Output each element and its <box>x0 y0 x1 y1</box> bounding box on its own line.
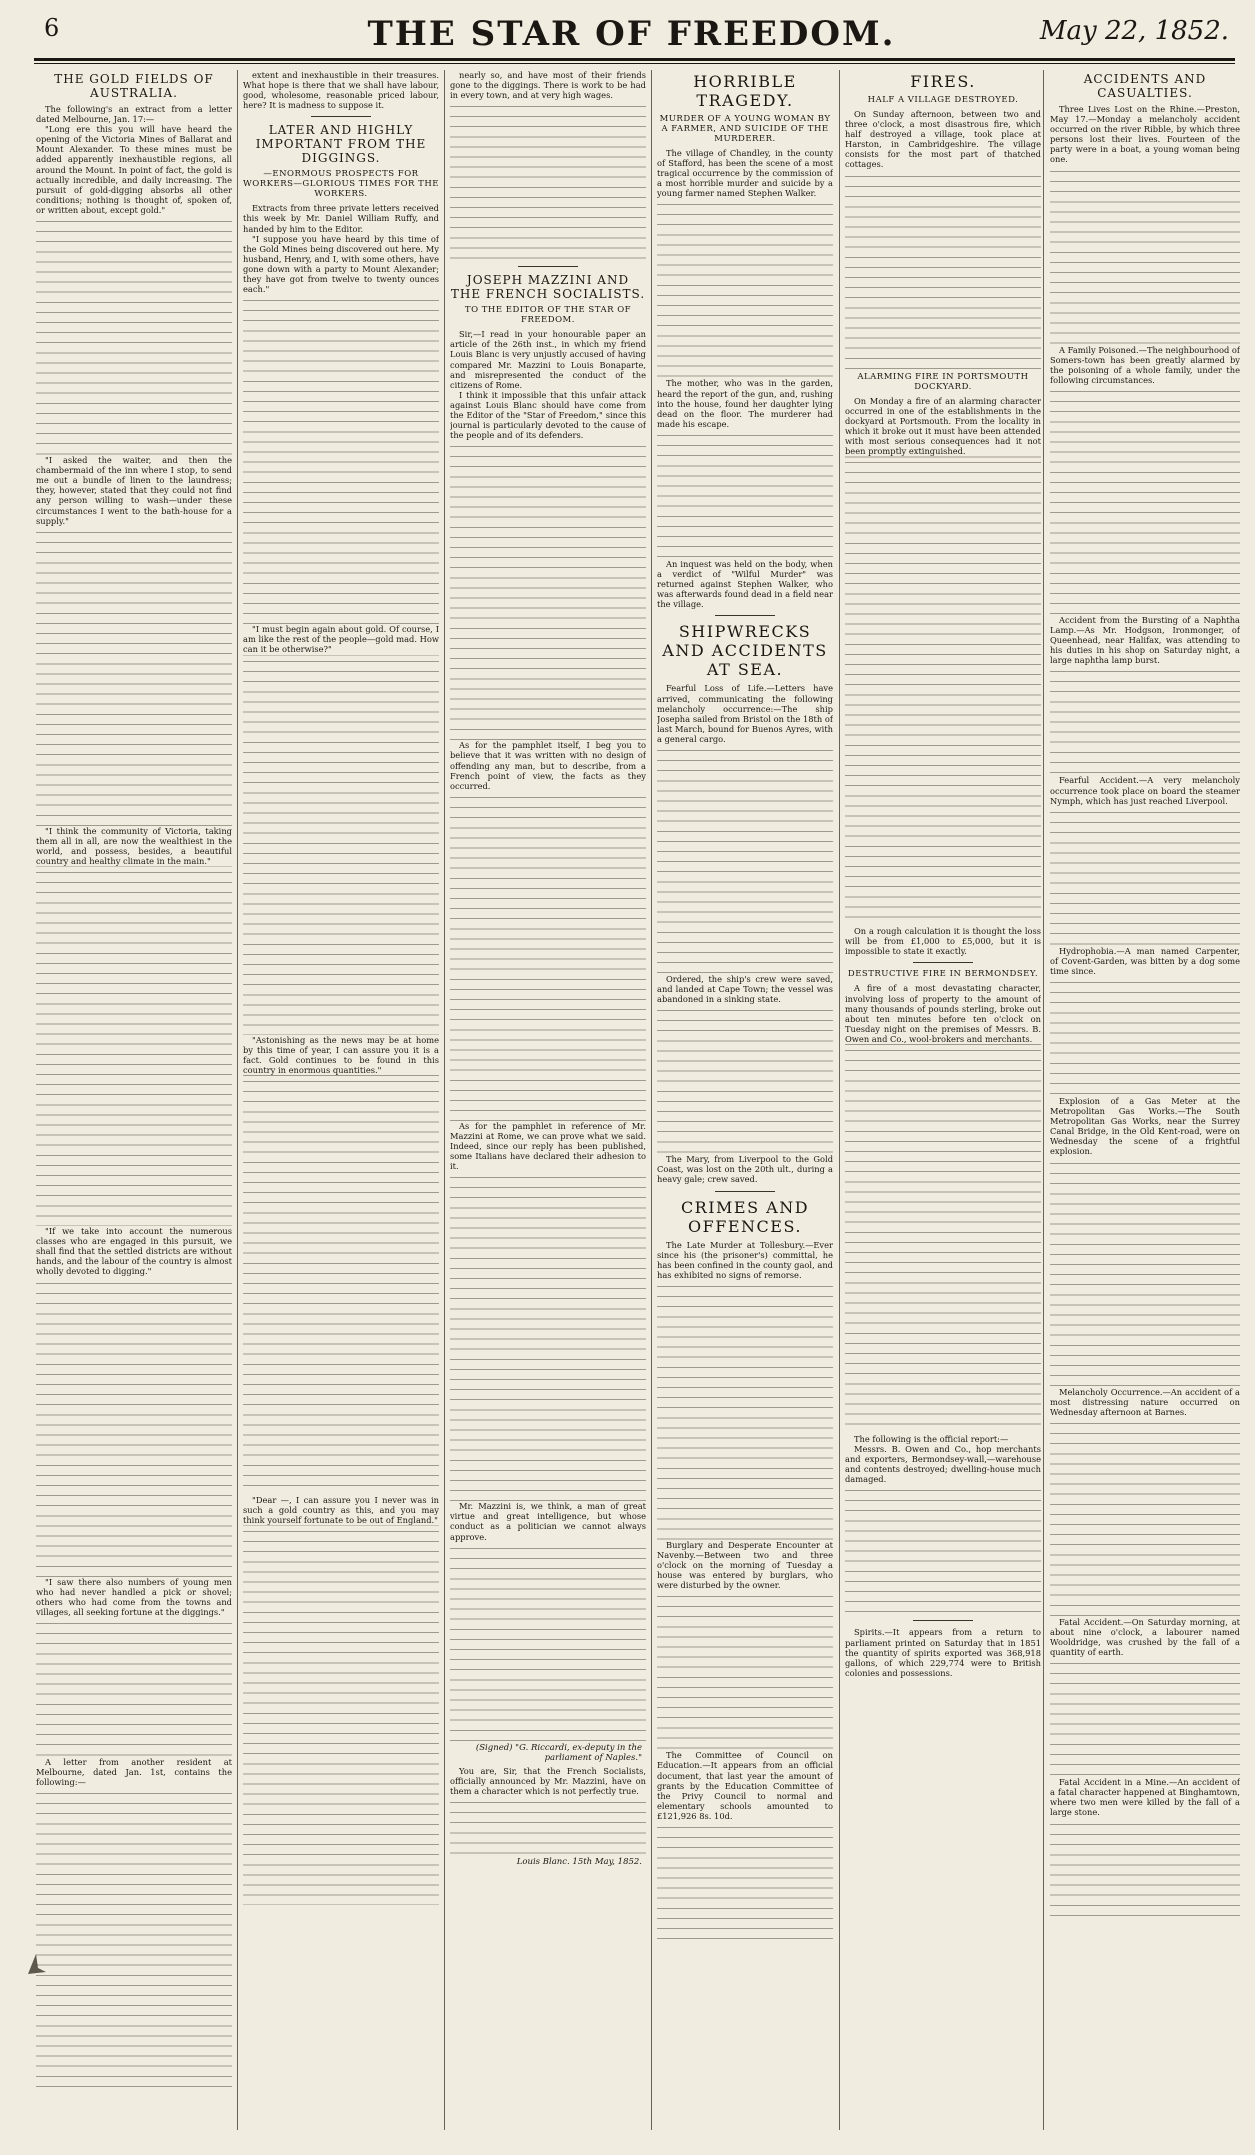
column-3 <box>450 70 646 2130</box>
article-body-filler <box>657 198 833 378</box>
column-rule <box>1043 70 1044 2130</box>
article-paragraph: "I saw there also numbers of young men who had never handled a pick or shovel; others who had come from the towns and villages, all seeking fortune at the diggings." <box>36 1576 232 1617</box>
article-paragraph: An inquest was held on the body, when a verdict of "Wilful Murder" was returned against Stephen Walker, who was afterwards found dead in a field near the village. <box>657 558 833 610</box>
section-divider <box>715 1191 775 1192</box>
article-paragraph: I think it impossible that this unfair attack against Louis Blanc should have come from the Editor of the "Star of Freedom," since this journal is particularly devoted to the cause of the people and of its defenders. <box>450 389 646 441</box>
article-paragraph: Spirits.—It appears from a return to parliament printed on Saturday that in 1851 the quantity of spirits exported was 368,918 gallons, of which 229,774 were to British colonies and possessions. <box>845 1627 1041 1678</box>
article-body-filler <box>1050 1157 1240 1387</box>
article-body-filler <box>36 1617 232 1757</box>
article-paragraph: The mother, who was in the garden, heard the report of the gun, and, rushing into the house, found her daughter lying dead on the floor. The murderer had made his escape. <box>657 378 833 429</box>
article-paragraph: On Sunday afternoon, between two and three o'clock, a most disastrous fire, which half destroyed a village, took place at Harston, in Cambridgeshire. The village consists for the most part of thatched cottages. <box>845 109 1041 170</box>
masthead-rule-thin <box>34 63 1235 64</box>
article-headline: HORRIBLE TRAGEDY. <box>693 72 797 110</box>
article-body-filler <box>450 1171 646 1501</box>
article-paragraph: "Astonishing as the news may be at home by this time of year, I can assure you it is a fact. Gold continues to be found in this country in enormous quantities." <box>243 1034 439 1075</box>
article-paragraph: The village of Chandley, in the county of Stafford, has been the scene of a most tragical occurrence by the commission of a most horrible murder and suicide by a young farmer named Stephen Walker. <box>657 148 833 199</box>
article-body-filler <box>845 170 1041 370</box>
column-rule <box>651 70 652 2130</box>
article-body-filler <box>36 215 232 455</box>
article-paragraph: A letter from another resident at Melbourne, dated Jan. 1st, contains the following:— <box>36 1756 232 1788</box>
article-paragraph: Fatal Accident.—On Saturday morning, at about nine o'clock, a labourer named Wooldridge, was crushed by the fall of a quantity of earth. <box>1050 1616 1240 1658</box>
article-body-filler <box>657 744 833 974</box>
article-body-filler <box>36 1277 232 1577</box>
masthead <box>34 14 1229 58</box>
paper-title: THE STAR OF FREEDOM. <box>367 14 896 54</box>
article-paragraph: Sir,—I read in your honourable paper an article of the 26th inst., in which my friend Louis Blanc is very unjustly accused of having compared Mr. Mazzini to Louis Bonaparte, and misrepresented the conduct of the citizens of Rome. <box>450 329 646 390</box>
article-paragraph: "If we take into account the numerous classes who are engaged in this pursuit, we shall find that the settled districts are without hands, and the labour of the country is almost wholly devoted to digging." <box>36 1226 232 1277</box>
column-rule <box>444 70 445 2130</box>
article-body-filler <box>1050 1818 1240 1918</box>
section-divider <box>913 1620 973 1621</box>
article-paragraph: As for the pamphlet itself, I beg you to believe that it was written with no design of offending any man, but to describe, from a French point of view, the facts as they occurred. <box>450 740 646 791</box>
article-paragraph: Fatal Accident in a Mine.—An accident of a fatal character happened at Binghamtown, where two men were killed by the fall of a large stone. <box>1050 1777 1240 1818</box>
article-body-filler <box>450 1542 646 1742</box>
column-6 <box>1050 70 1240 2130</box>
column-2 <box>243 70 439 2130</box>
article-paragraph: The Late Murder at Tollesbury.—Ever since his (the prisoner's) committal, he has been confined in the county gaol, and has exhibited no signs of remorse. <box>657 1239 833 1280</box>
article-subhead: —ENORMOUS PROSPECTS FOR WORKERS—GLORIOUS TIMES FOR THE WORKERS. <box>243 169 439 200</box>
article-paragraph: Hydrophobia.—A man named Carpenter, of Covent-Garden, was bitten by a dog some time since. <box>1050 945 1240 976</box>
article-subhead: HALF A VILLAGE DESTROYED. <box>867 95 1019 105</box>
section-divider <box>518 266 578 267</box>
article-headline: SHIPWRECKS AND ACCIDENTS AT SEA. <box>662 622 828 680</box>
article-body-filler <box>450 1796 646 1856</box>
article-body-filler <box>657 1590 833 1750</box>
article-intro: The following's an extract from a letter dated Melbourne, Jan. 17:— <box>36 104 232 125</box>
article-body-filler <box>243 1075 439 1495</box>
issue-date: May 22, 1852. <box>1039 16 1229 46</box>
article-headline: JOSEPH MAZZINI AND THE FRENCH SOCIALISTS. <box>450 273 646 302</box>
article-paragraph: Three Lives Lost on the Rhine.—Preston, May 17.—Monday a melancholy accident occurred on the river Ribble, by which three persons lost their lives. Fourteen of the party were in a boat, a young woman being one. <box>1050 104 1240 165</box>
article-paragraph: Accident from the Bursting of a Naphtha Lamp.—As Mr. Hodgson, Ironmonger, of Queenhead, near Halifax, was attending to his duties in his shop on Saturday night, a large naphtha lamp burst. <box>1050 614 1240 666</box>
article-headline: LATER AND HIGHLY IMPORTANT FROM THE DIGGINGS. <box>255 123 427 166</box>
article-paragraph: "Long ere this you will have heard the opening of the Victoria Mines of Ballarat and Mount Alexander. To these mines must be added apparently inexhaustible regions, all around the Mount. In point of fact, the gold is actually incredible, and daily increasing. The pursuit of gold-digging absorbs all other conditions; nothing is thought of, spoken of, or written about, except gold." <box>36 124 232 215</box>
article-paragraph: Ordered, the ship's crew were saved, and landed at Cape Town; the vessel was abandoned in a sinking state. <box>657 973 833 1005</box>
article-paragraph: nearly so, and have most of their friends gone to the diggings. There is work to be had in every town, and at very high wages. <box>450 70 646 101</box>
article-body-filler <box>845 456 1041 926</box>
article-paragraph: "Dear —, I can assure you I never was in such a gold country as this, and you may think yourself fortunate to be out of England." <box>243 1494 439 1526</box>
article-headline: CRIMES AND OFFENCES. <box>680 1197 810 1236</box>
article-paragraph: A Family Poisoned.—The neighbourhood of Somers-town has been greatly alarmed by the poisoning of a whole family, under the following circumstances. <box>1050 344 1240 385</box>
article-body-filler <box>657 429 833 559</box>
article-body-filler <box>450 440 646 740</box>
column-rule <box>839 70 840 2130</box>
article-paragraph: "I asked the waiter, and then the chambermaid of the inn where I stop, to send me out a bundle of linen to the laundress; they, however, stated that they could not find any person willing to wash—under these circumstances I went to the bath-house for a supply." <box>36 455 232 526</box>
print-blemish <box>26 1950 48 1976</box>
article-headline: ACCIDENTS AND CASUALTIES. <box>1083 72 1207 100</box>
article-paragraph: You are, Sir, that the French Socialists, officially announced by Mr. Mazzini, have on them a character which is not perfectly true. <box>450 1765 646 1796</box>
article-paragraph: Messrs. B. Owen and Co., hop merchants and exporters, Bermondsey-wall,—warehouse and contents destroyed; dwelling-house much damaged. <box>845 1444 1041 1485</box>
column-5 <box>845 70 1041 2130</box>
article-paragraph: The Mary, from Liverpool to the Gold Coast, was lost on the 20th ult., during a heavy gale; crew saved. <box>657 1154 833 1185</box>
section-divider <box>311 116 371 117</box>
article-paragraph: "I must begin again about gold. Of course, I am like the rest of the people—gold mad. How can it be otherwise?" <box>243 624 439 655</box>
section-divider <box>715 615 775 616</box>
article-paragraph: On Monday a fire of an alarming character occurred in one of the establishments in the dockyard at Portsmouth. From the locality in which it broke out it must have been attended with most serious consequences had it not been promptly extinguished. <box>845 395 1041 457</box>
article-body-filler <box>845 1044 1041 1434</box>
article-paragraph: Extracts from three private letters received this week by Mr. Daniel William Ruffy, and handed by him to the Editor. <box>243 203 439 234</box>
article-paragraph: On a rough calculation it is thought the loss will be from £1,000 to £5,000, but it is impossible to state it exactly. <box>845 926 1041 957</box>
article-body-filler <box>657 1004 833 1154</box>
article-body-filler <box>1050 665 1240 775</box>
article-paragraph: Mr. Mazzini is, we think, a man of great virtue and great intelligence, but whose conduct as a politician we cannot always approve. <box>450 1501 646 1542</box>
article-body-filler <box>450 100 646 260</box>
letter-signature: Louis Blanc. 15th May, 1852. <box>516 1856 642 1867</box>
article-body-filler <box>1050 806 1240 946</box>
article-paragraph: Explosion of a Gas Meter at the Metropolitan Gas Works.—The South Metropolitan Gas Works, near the Surrey Canal Bridge, in the Old Kent-road, were on Wednesday the scene of a frightful explosion. <box>1050 1095 1240 1157</box>
article-paragraph: Burglary and Desperate Encounter at Navenby.—Between two and three o'clock on the morning of Tuesday a house was entered by burglars, who were disturbed by the owner. <box>657 1539 833 1591</box>
letter-address: TO THE EDITOR OF THE STAR OF FREEDOM. <box>464 305 632 326</box>
article-paragraph: extent and inexhaustible in their treasures. What hope is there that we shall have labour, good, wholesome, reasonable priced labour, here? It is madness to suppose it. <box>243 70 439 111</box>
article-paragraph: Melancholy Occurrence.—An accident of a most distressing nature occurred on Wednesday afternoon at Barnes. <box>1050 1386 1240 1417</box>
article-body-filler <box>1050 385 1240 615</box>
article-body-filler <box>36 1787 232 2087</box>
column-rule <box>237 70 238 2130</box>
page-number: 6 <box>44 14 60 42</box>
article-subhead: DESTRUCTIVE FIRE IN BERMONDSEY. <box>847 969 1039 980</box>
section-divider <box>913 962 973 963</box>
article-paragraph: A fire of a most devastating character, involving loss of property to the amount of many thousands of pounds sterling, broke out about ten minutes before ten o'clock on Tuesday night on the premises of Messrs. B. Owen and Co., wool-brokers and merchants. <box>845 983 1041 1044</box>
article-body-filler <box>845 1484 1041 1614</box>
article-body-filler <box>1050 165 1240 345</box>
article-paragraph: The Committee of Council on Education.—It appears from an official document, that last year the amount of grants by the Education Committee of the Privy Council to normal and elementary schools amounted to £121,926 8s. 10d. <box>657 1750 833 1821</box>
article-body-filler <box>1050 976 1240 1096</box>
article-body-filler <box>36 526 232 826</box>
article-body-filler <box>243 1525 439 1905</box>
letter-signature: (Signed) "G. Riccardi, ex-deputy in the parliament of Naples." <box>475 1742 642 1763</box>
article-body-filler <box>1050 1657 1240 1777</box>
article-body-filler <box>243 294 439 624</box>
article-subhead: MURDER OF A YOUNG WOMAN BY A FARMER, AND SUICIDE OF THE MURDERER. <box>659 114 831 144</box>
article-paragraph: Fearful Loss of Life.—Letters have arrived, communicating the following melancholy occurrence:—The ship Josepha sailed from Bristol on the 18th of last March, bound for Buenos Ayres, with a general cargo. <box>657 683 833 744</box>
column-1 <box>36 70 232 2130</box>
article-body-filler <box>657 1821 833 1941</box>
article-body-filler <box>450 791 646 1121</box>
article-paragraph: Fearful Accident.—A very melancholy occurrence took place on board the steamer Nymph, which has just reached Liverpool. <box>1050 775 1240 806</box>
article-paragraph: "I think the community of Victoria, taking them all in all, are now the wealthiest in the world, and possess, besides, a beautiful country and healthy climate in the main." <box>36 825 232 866</box>
article-body-filler <box>243 655 439 1035</box>
article-body-filler <box>36 866 232 1226</box>
column-4 <box>657 70 833 2130</box>
article-paragraph: "I suppose you have heard by this time of the Gold Mines being discovered out here. My husband, Henry, and I, with some others, have gone down with a party to Mount Alexander; they have got from twelve to twenty ounces each." <box>243 233 439 295</box>
article-body-filler <box>657 1280 833 1540</box>
article-subhead: ALARMING FIRE IN PORTSMOUTH DOCKYARD. <box>857 371 1029 392</box>
article-headline: THE GOLD FIELDS OF AUSTRALIA. <box>54 72 214 100</box>
article-body-filler <box>1050 1417 1240 1617</box>
article-paragraph: As for the pamphlet in reference of Mr. Mazzini at Rome, we can prove what we said. Indeed, since our reply has been published, some Italians have declared their adhesion to it. <box>450 1120 646 1172</box>
article-paragraph: The following is the official report:— <box>854 1433 1009 1444</box>
article-headline: FIRES. <box>910 72 976 91</box>
masthead-rule <box>34 58 1235 61</box>
